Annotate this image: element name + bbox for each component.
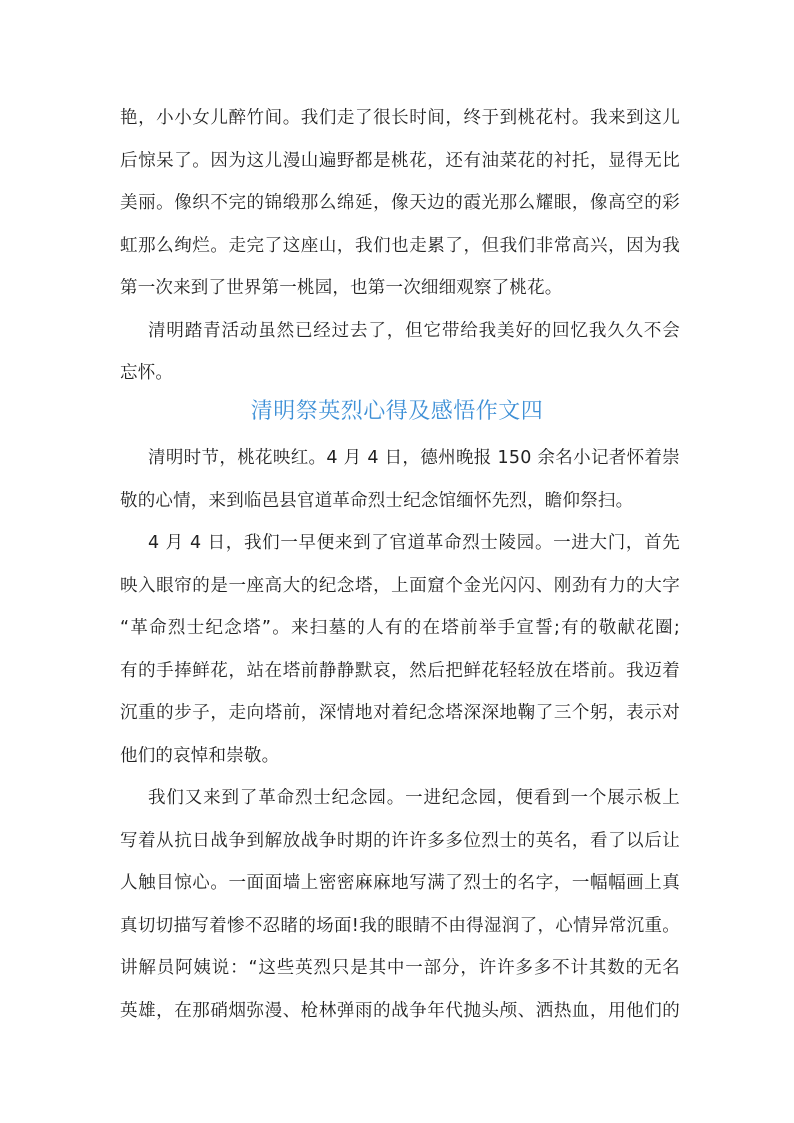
paragraph-5-line-4: 真切切描写着惨不忍睹的场面!我的眼睛不由得湿润了，心情异常沉重。 <box>120 916 680 936</box>
paragraph-4-line-4: 有的手捧鲜花，站在塔前静静默哀，然后把鲜花轻轻放在塔前。我迈着 <box>120 661 680 681</box>
paragraph-2-line-1: 清明踏青活动虽然已经过去了，但它带给我美好的回忆我久久不会 <box>148 321 680 341</box>
paragraph-4-line-6: 他们的哀悼和崇敬。 <box>120 746 280 766</box>
paragraph-5-line-2: 写着从抗日战争到解放战争时期的许许多多位烈士的英名，看了以后让 <box>120 831 680 851</box>
paragraph-1-line-1: 艳，小小女儿醉竹间。我们走了很长时间，终于到桃花村。我来到这儿 <box>120 108 680 128</box>
section-heading: 清明祭英烈心得及感悟作文四 <box>250 399 544 424</box>
paragraph-4-line-2: 映入眼帘的是一座高大的纪念塔，上面窟个金光闪闪、刚劲有力的大字 <box>120 576 680 596</box>
paragraph-1-line-2: 后惊呆了。因为这儿漫山遍野都是桃花，还有油菜花的衬托，显得无比 <box>120 151 680 171</box>
paragraph-1-line-5: 第一次来到了世界第一桃园，也第一次细细观察了桃花。 <box>120 278 563 298</box>
paragraph-5-line-1: 我们又来到了革命烈士纪念园。一进纪念园，便看到一个展示板上 <box>148 788 680 808</box>
paragraph-4-line-5: 沉重的步子，走向塔前，深情地对着纪念塔深深地鞠了三个躬，表示对 <box>120 703 680 723</box>
paragraph-1-line-3: 美丽。像织不完的锦缎那么绵延，像天边的霞光那么耀眼，像高空的彩 <box>120 193 680 213</box>
paragraph-5-line-6: 英雄，在那硝烟弥漫、枪林弹雨的战争年代抛头颅、洒热血，用他们的 <box>120 1001 680 1021</box>
paragraph-5-line-5: 讲解员阿姨说：“这些英烈只是其中一部分，许许多多不计其数的无名 <box>120 958 680 978</box>
paragraph-4-line-3: “革命烈士纪念塔”。来扫墓的人有的在塔前举手宣誓;有的敬献花圈; <box>120 618 680 638</box>
paragraph-3-line-1: 清明时节，桃花映红。4 月 4 日，德州晚报 150 余名小记者怀着崇 <box>148 448 680 468</box>
paragraph-3-line-2: 敬的心情，来到临邑县官道革命烈士纪念馆缅怀先烈，瞻仰祭扫。 <box>120 491 634 511</box>
paragraph-5-line-3: 人触目惊心。一面面墙上密密麻麻地写满了烈士的名字，一幅幅画上真 <box>120 873 680 893</box>
paragraph-1-line-4: 虹那么绚烂。走完了这座山，我们也走累了，但我们非常高兴，因为我 <box>120 236 680 256</box>
paragraph-4-line-1: 4 月 4 日，我们一早便来到了官道革命烈士陵园。一进大门，首先 <box>148 533 680 553</box>
paragraph-2-line-2: 忘怀。 <box>120 363 174 383</box>
